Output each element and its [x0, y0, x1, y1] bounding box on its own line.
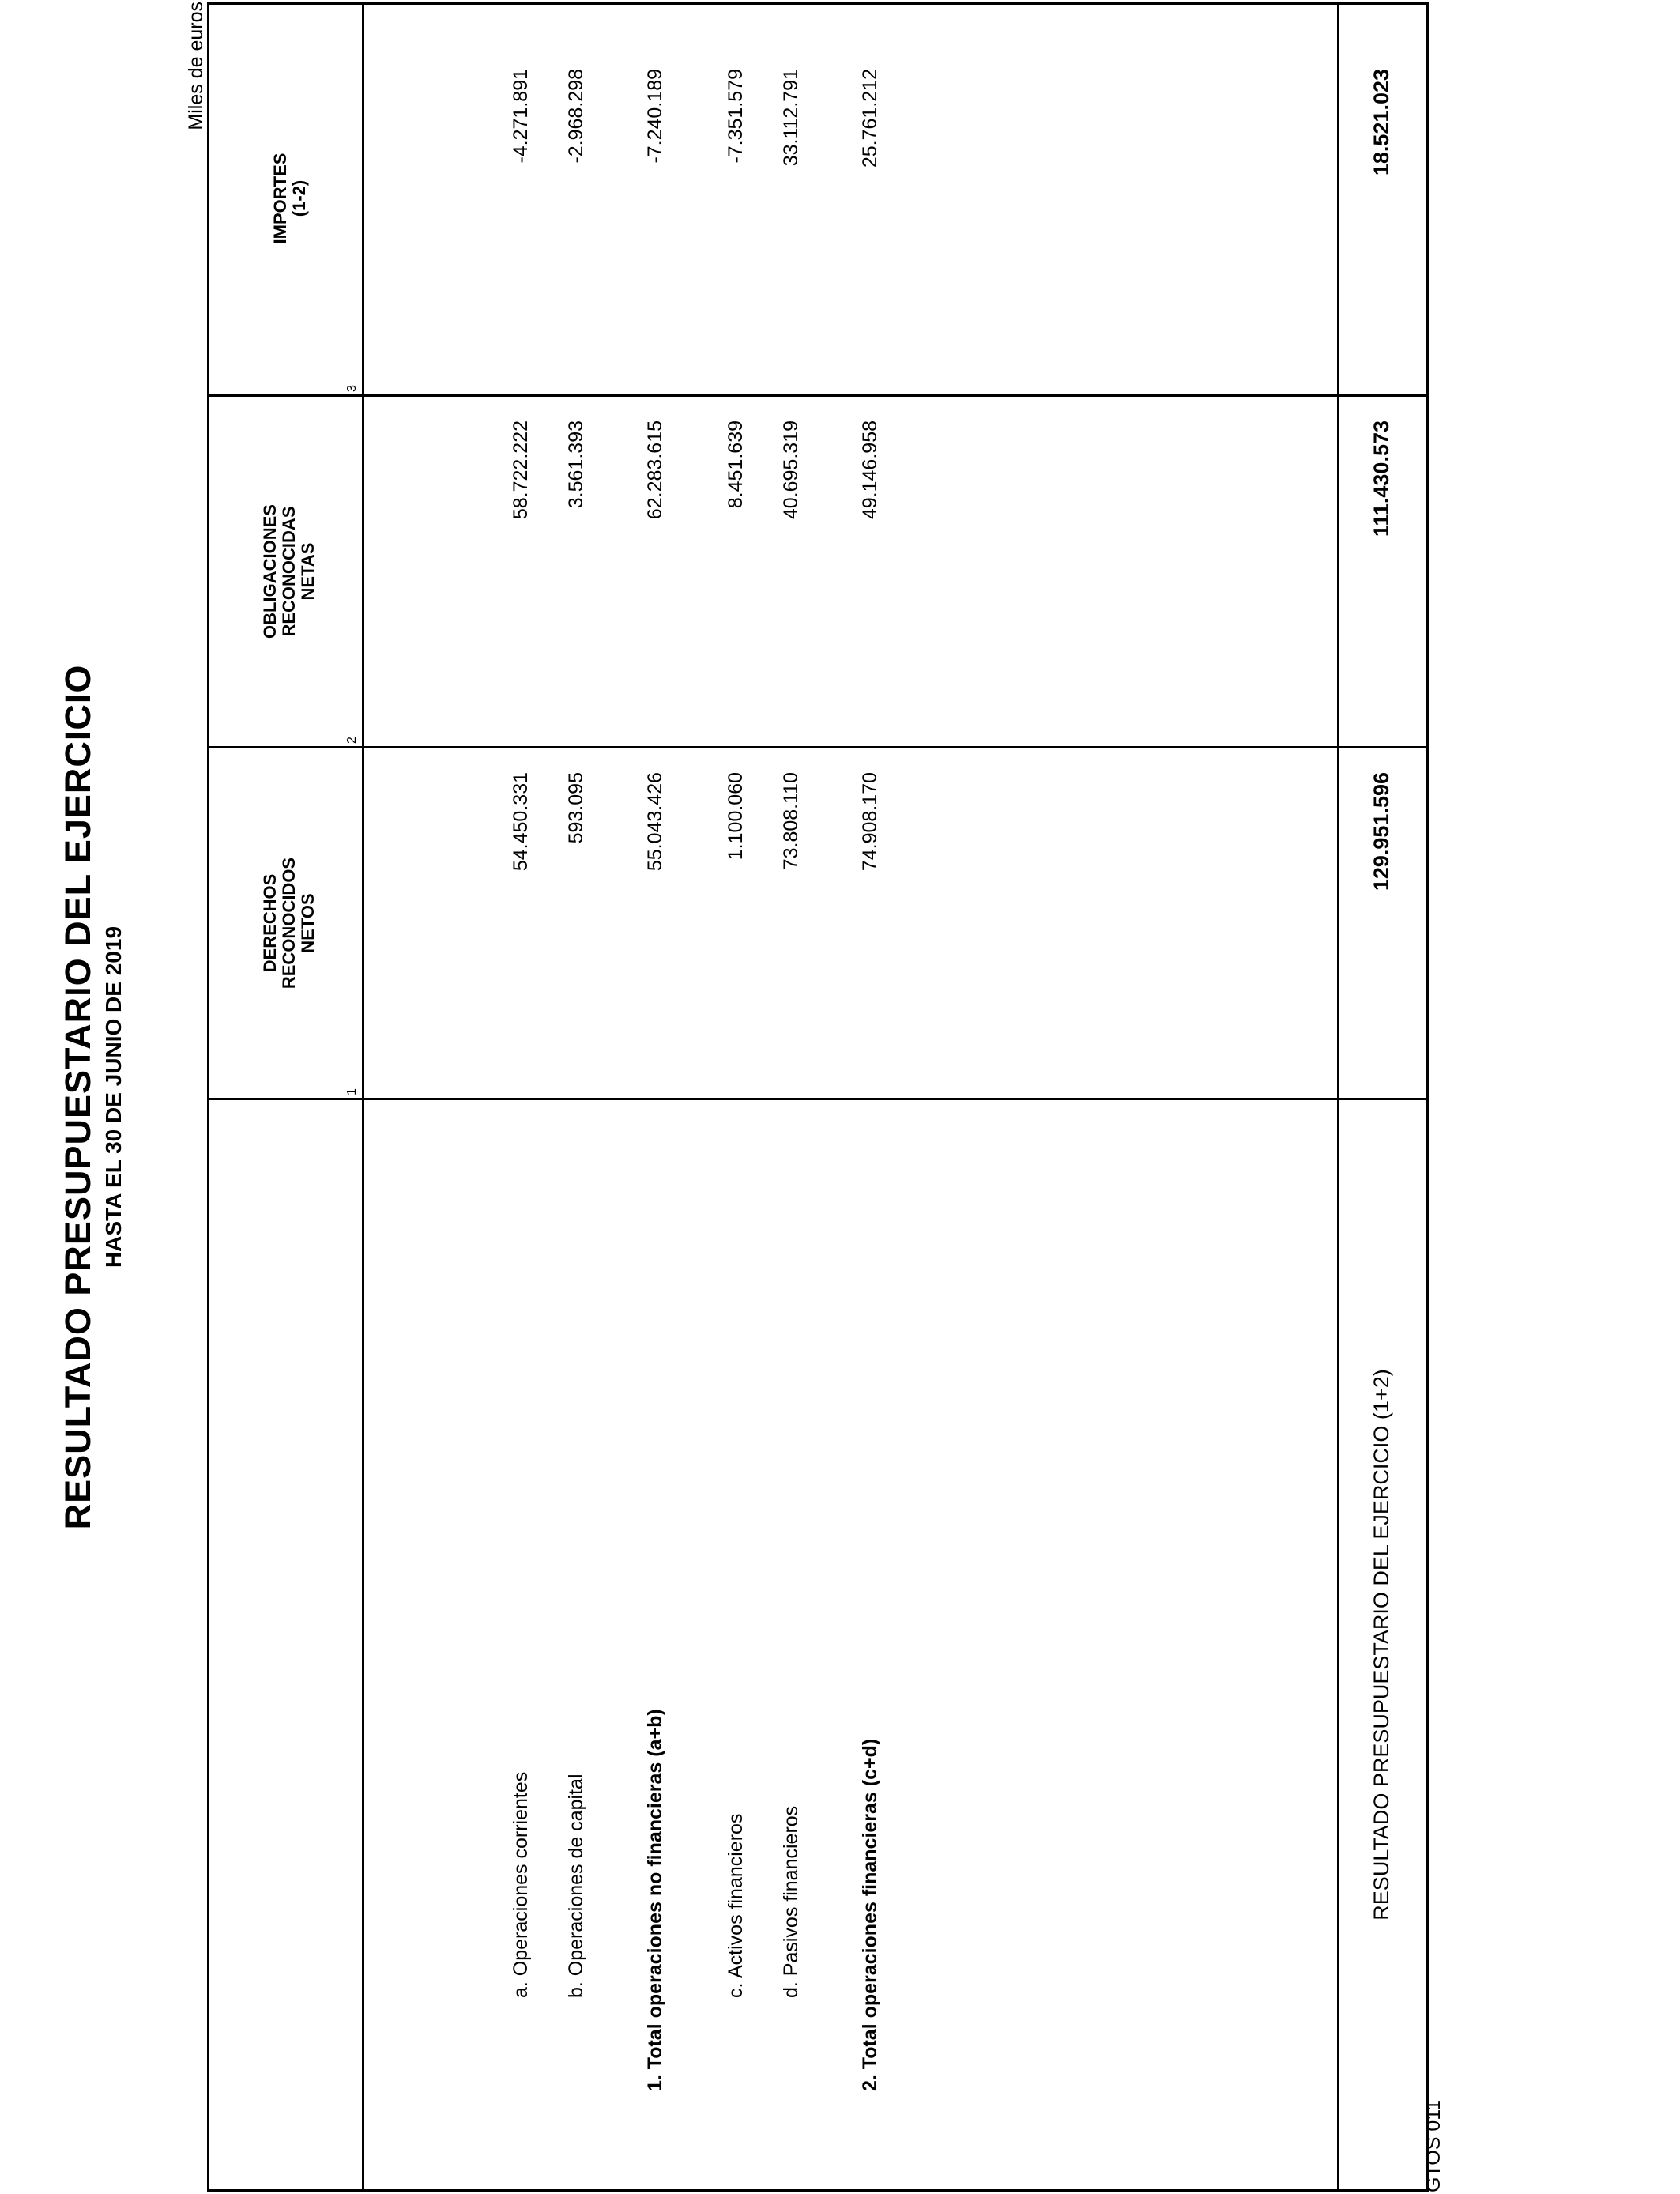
- column-divider: [209, 746, 1426, 748]
- row-obligaciones-operaciones-corrientes: 58.722.222: [510, 420, 532, 520]
- row-obligaciones-pasivos-financieros: 40.695.319: [780, 420, 802, 520]
- column-number-1: 1: [345, 1088, 359, 1095]
- row-importes-activos-financieros: -7.351.579: [725, 69, 747, 164]
- row-obligaciones-operaciones-capital: 3.561.393: [565, 420, 587, 509]
- row-obligaciones-total-financieras: 49.146.958: [859, 420, 881, 520]
- total-obligaciones: 111.430.573: [1369, 420, 1393, 537]
- row-derechos-total-no-financieras: 55.043.426: [644, 772, 666, 872]
- row-obligaciones-total-no-financieras: 62.283.615: [644, 420, 666, 520]
- header-divider: [362, 5, 364, 2189]
- budget-result-table: [207, 2, 1429, 2192]
- row-label-total-no-financieras: 1. Total operaciones no financieras (a+b): [644, 1709, 666, 2091]
- column-number-2: 2: [345, 737, 359, 744]
- total-importes: 18.521.023: [1369, 69, 1393, 176]
- report-subtitle: HASTA EL 30 DE JUNIO DE 2019: [101, 925, 126, 1269]
- column-divider: [209, 1098, 1426, 1100]
- row-importes-pasivos-financieros: 33.112.791: [780, 69, 802, 167]
- total-derechos: 129.951.596: [1369, 772, 1393, 892]
- row-importes-operaciones-corrientes: -4.271.891: [510, 69, 532, 164]
- report-title: RESULTADO PRESUPUESTARIO DEL EJERCICIO: [58, 664, 98, 1530]
- header-importes: IMPORTES (1-2): [270, 153, 309, 244]
- header-obligaciones: OBLIGACIONES RECONOCIDAS NETAS: [260, 504, 318, 639]
- total-label: RESULTADO PRESUPUESTARIO DEL EJERCICIO (1+2): [1369, 1369, 1393, 1921]
- row-importes-operaciones-capital: -2.968.298: [565, 69, 587, 164]
- row-label-operaciones-capital: b. Operaciones de capital: [565, 1774, 587, 1998]
- row-importes-total-no-financieras: -7.240.189: [644, 69, 666, 164]
- row-derechos-operaciones-capital: 593.095: [565, 772, 587, 844]
- row-importes-total-financieras: 25.761.212: [859, 69, 881, 168]
- header-derechos: DERECHOS RECONOCIDOS NETOS: [260, 857, 318, 990]
- row-derechos-pasivos-financieros: 73.808.110: [780, 772, 802, 870]
- row-label-total-financieras: 2. Total operaciones financieras (c+d): [859, 1738, 881, 2091]
- row-label-activos-financieros: c. Activos financieros: [725, 1813, 747, 1998]
- row-obligaciones-activos-financieros: 8.451.639: [725, 420, 747, 509]
- column-number-3: 3: [345, 385, 359, 392]
- form-code: GTOS 011: [1422, 2099, 1445, 2192]
- row-derechos-activos-financieros: 1.100.060: [725, 772, 747, 861]
- row-derechos-total-financieras: 74.908.170: [859, 772, 881, 872]
- units-label: Miles de euros: [185, 2, 207, 130]
- row-derechos-operaciones-corrientes: 54.450.331: [510, 772, 532, 872]
- row-label-operaciones-corrientes: a. Operaciones corrientes: [510, 1771, 532, 1998]
- row-label-pasivos-financieros: d. Pasivos financieros: [780, 1805, 802, 1998]
- total-divider: [1337, 5, 1339, 2189]
- column-divider: [209, 394, 1426, 397]
